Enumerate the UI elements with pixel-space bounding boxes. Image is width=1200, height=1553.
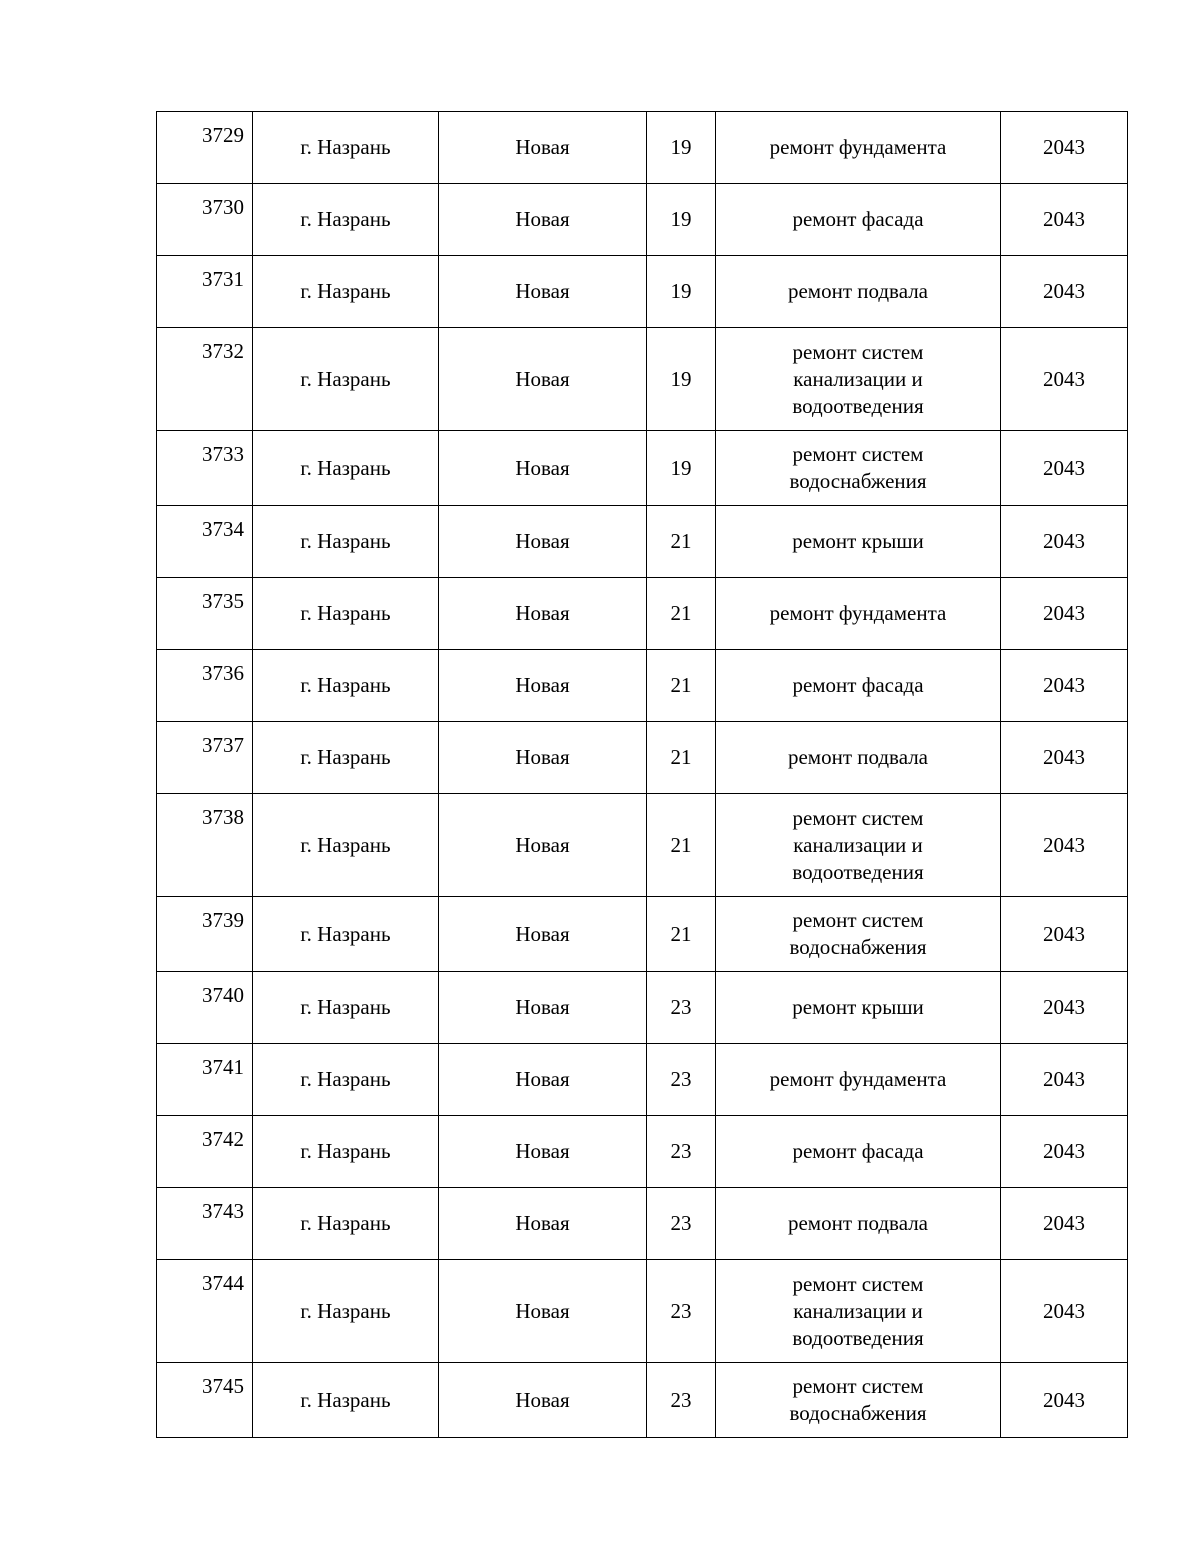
work-type-line: водоотведения	[792, 1325, 924, 1350]
year-cell: 2043	[1001, 506, 1128, 578]
work-type-cell	[716, 112, 1001, 184]
year-cell: 2043	[1001, 1260, 1128, 1363]
table-row	[157, 897, 1128, 972]
house-number-cell: 21	[647, 650, 716, 722]
row-number-cell: 3735	[157, 578, 253, 650]
table-row	[157, 578, 1128, 650]
city-cell: г. Назрань	[253, 256, 439, 328]
work-type-line: канализации и	[793, 366, 923, 391]
city-cell: г. Назрань	[253, 650, 439, 722]
work-type-line: ремонт подвала	[787, 279, 929, 303]
work-type-line: канализации и	[793, 832, 923, 857]
row-number-cell: 3730	[157, 184, 253, 256]
house-number-cell: 23	[647, 1188, 716, 1260]
work-type-line: водоснабжения	[789, 1401, 927, 1425]
repair-schedule-table	[156, 111, 1128, 1438]
work-type-line: ремонт систем	[792, 908, 924, 932]
work-type-line: ремонт систем	[792, 339, 924, 364]
house-number-cell: 21	[647, 897, 716, 972]
table-row	[157, 256, 1128, 328]
work-type-cell	[716, 506, 1001, 578]
city-cell: г. Назрань	[253, 1188, 439, 1260]
work-type-cell	[716, 578, 1001, 650]
year-cell: 2043	[1001, 722, 1128, 794]
house-number-cell: 19	[647, 256, 716, 328]
street-cell: Новая	[439, 578, 647, 650]
table-row	[157, 794, 1128, 897]
work-type-cell	[716, 794, 1001, 897]
street-cell: Новая	[439, 431, 647, 506]
work-type-cell	[716, 1044, 1001, 1116]
year-cell: 2043	[1001, 650, 1128, 722]
street-cell: Новая	[439, 794, 647, 897]
street-cell: Новая	[439, 1044, 647, 1116]
year-cell: 2043	[1001, 578, 1128, 650]
row-number-cell: 3736	[157, 650, 253, 722]
work-type-line: ремонт фасада	[792, 673, 924, 697]
work-type-line: ремонт подвала	[787, 1211, 929, 1235]
street-cell: Новая	[439, 722, 647, 794]
work-type-cell	[716, 650, 1001, 722]
street-cell: Новая	[439, 1363, 647, 1438]
row-number-cell: 3737	[157, 722, 253, 794]
house-number-cell: 21	[647, 506, 716, 578]
year-cell: 2043	[1001, 256, 1128, 328]
table-row	[157, 722, 1128, 794]
work-type-cell	[716, 328, 1001, 431]
work-type-line: ремонт крыши	[792, 529, 924, 553]
row-number-cell: 3729	[157, 112, 253, 184]
table-row	[157, 328, 1128, 431]
table-row	[157, 1116, 1128, 1188]
street-cell: Новая	[439, 1188, 647, 1260]
city-cell: г. Назрань	[253, 431, 439, 506]
row-number-cell: 3742	[157, 1116, 253, 1188]
city-cell: г. Назрань	[253, 897, 439, 972]
year-cell: 2043	[1001, 1363, 1128, 1438]
city-cell: г. Назрань	[253, 794, 439, 897]
work-type-cell	[716, 184, 1001, 256]
work-type-line: ремонт систем	[792, 442, 924, 466]
work-type-line: ремонт фундамента	[769, 601, 947, 625]
house-number-cell: 21	[647, 794, 716, 897]
work-type-cell	[716, 1188, 1001, 1260]
work-type-line: ремонт систем	[792, 805, 924, 830]
row-number-cell: 3734	[157, 506, 253, 578]
year-cell: 2043	[1001, 1044, 1128, 1116]
house-number-cell: 23	[647, 1044, 716, 1116]
house-number-cell: 19	[647, 328, 716, 431]
work-type-line: ремонт систем	[792, 1271, 924, 1296]
city-cell: г. Назрань	[253, 1260, 439, 1363]
street-cell: Новая	[439, 972, 647, 1044]
year-cell: 2043	[1001, 184, 1128, 256]
work-type-cell	[716, 256, 1001, 328]
row-number-cell: 3745	[157, 1363, 253, 1438]
table-row	[157, 431, 1128, 506]
row-number-cell: 3741	[157, 1044, 253, 1116]
table-row	[157, 650, 1128, 722]
city-cell: г. Назрань	[253, 1116, 439, 1188]
work-type-cell	[716, 897, 1001, 972]
year-cell: 2043	[1001, 328, 1128, 431]
street-cell: Новая	[439, 328, 647, 431]
street-cell: Новая	[439, 1260, 647, 1363]
street-cell: Новая	[439, 897, 647, 972]
house-number-cell: 23	[647, 1363, 716, 1438]
house-number-cell: 21	[647, 578, 716, 650]
row-number-cell: 3740	[157, 972, 253, 1044]
work-type-cell	[716, 431, 1001, 506]
work-type-cell	[716, 722, 1001, 794]
table-row	[157, 1044, 1128, 1116]
street-cell: Новая	[439, 650, 647, 722]
street-cell: Новая	[439, 256, 647, 328]
city-cell: г. Назрань	[253, 112, 439, 184]
house-number-cell: 19	[647, 431, 716, 506]
city-cell: г. Назрань	[253, 972, 439, 1044]
house-number-cell: 23	[647, 972, 716, 1044]
work-type-cell	[716, 1116, 1001, 1188]
work-type-line: ремонт подвала	[787, 745, 929, 769]
house-number-cell: 21	[647, 722, 716, 794]
work-type-line: ремонт фундамента	[769, 135, 947, 159]
table-row	[157, 112, 1128, 184]
work-type-line: ремонт систем	[792, 1374, 924, 1398]
work-type-cell	[716, 972, 1001, 1044]
year-cell: 2043	[1001, 112, 1128, 184]
row-number-cell: 3733	[157, 431, 253, 506]
street-cell: Новая	[439, 184, 647, 256]
work-type-line: водоотведения	[792, 859, 924, 884]
year-cell: 2043	[1001, 794, 1128, 897]
work-type-line: ремонт фасада	[792, 207, 924, 231]
work-type-cell	[716, 1260, 1001, 1363]
street-cell: Новая	[439, 506, 647, 578]
table-row	[157, 1260, 1128, 1363]
row-number-cell: 3732	[157, 328, 253, 431]
table-body	[157, 112, 1128, 1438]
year-cell: 2043	[1001, 972, 1128, 1044]
city-cell: г. Назрань	[253, 506, 439, 578]
street-cell: Новая	[439, 1116, 647, 1188]
work-type-line: водоснабжения	[789, 935, 927, 959]
table-row	[157, 1188, 1128, 1260]
table-row	[157, 1363, 1128, 1438]
work-type-line: ремонт фасада	[792, 1139, 924, 1163]
house-number-cell: 19	[647, 184, 716, 256]
work-type-line: канализации и	[793, 1298, 923, 1323]
year-cell: 2043	[1001, 1188, 1128, 1260]
row-number-cell: 3743	[157, 1188, 253, 1260]
table-row	[157, 506, 1128, 578]
city-cell: г. Назрань	[253, 722, 439, 794]
house-number-cell: 23	[647, 1260, 716, 1363]
work-type-line: ремонт фундамента	[769, 1067, 947, 1091]
year-cell: 2043	[1001, 431, 1128, 506]
work-type-cell	[716, 1363, 1001, 1438]
table-row	[157, 972, 1128, 1044]
row-number-cell: 3738	[157, 794, 253, 897]
table-row	[157, 184, 1128, 256]
street-cell: Новая	[439, 112, 647, 184]
city-cell: г. Назрань	[253, 1044, 439, 1116]
year-cell: 2043	[1001, 1116, 1128, 1188]
year-cell: 2043	[1001, 897, 1128, 972]
city-cell: г. Назрань	[253, 578, 439, 650]
work-type-line: ремонт крыши	[792, 995, 924, 1019]
city-cell: г. Назрань	[253, 1363, 439, 1438]
work-type-line: водоотведения	[792, 393, 924, 418]
city-cell: г. Назрань	[253, 184, 439, 256]
house-number-cell: 23	[647, 1116, 716, 1188]
work-type-line: водоснабжения	[789, 469, 927, 493]
row-number-cell: 3744	[157, 1260, 253, 1363]
city-cell: г. Назрань	[253, 328, 439, 431]
row-number-cell: 3731	[157, 256, 253, 328]
row-number-cell: 3739	[157, 897, 253, 972]
house-number-cell: 19	[647, 112, 716, 184]
